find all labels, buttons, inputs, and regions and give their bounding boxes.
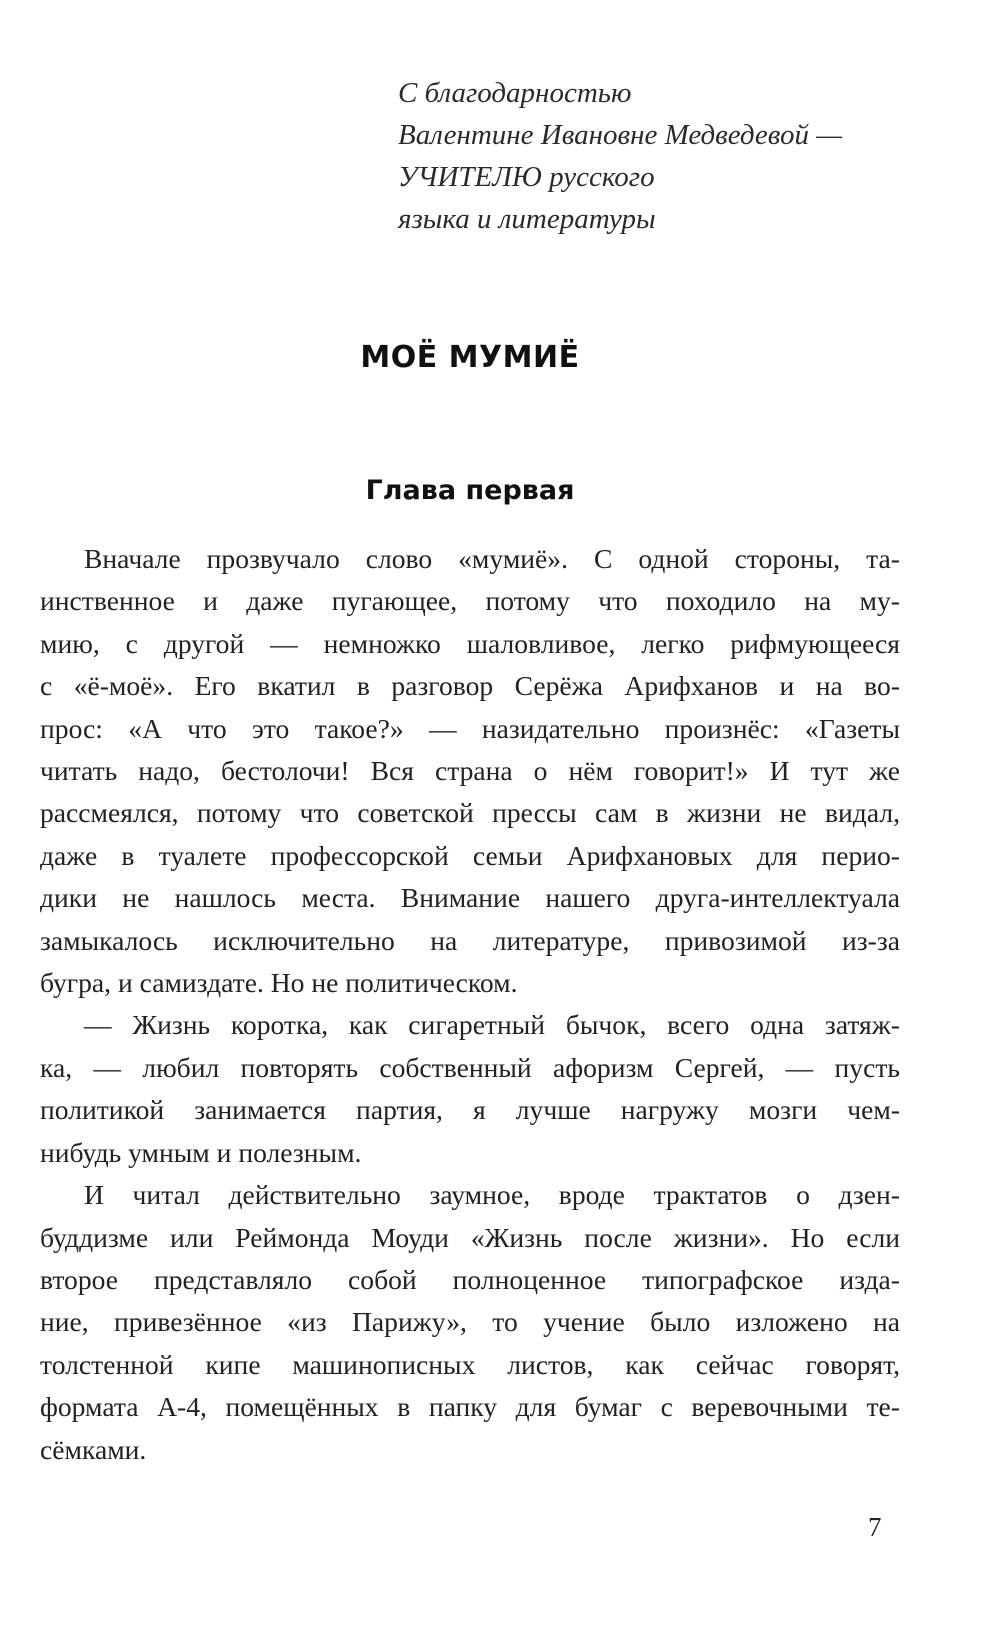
text-line: нибудь умным и полезным. [40,1136,362,1168]
page-number: 7 [868,1512,882,1542]
text-line: дики не нашлось места. Внимание нашего друга-интеллектуала [40,882,900,914]
text-line: второе представляло собой полноценное типографское изда- [40,1263,900,1295]
dedication-line: УЧИТЕЛЮ русского [398,161,655,193]
text-line: замыкалось исключительно на литературе, привозимой из-за [40,924,900,956]
dedication-line: языка и литературы [398,203,656,235]
text-line: инственное и даже пугающее, потому что походило на му- [40,585,900,617]
body-text [40,538,900,1471]
text-line: прос: «А что это такое?» — назидательно произнёс: «Газеты [40,712,900,744]
text-line: политикой занимается партия, я лучше нагружу мозги чем- [40,1094,900,1126]
text-line: даже в туалете профессорской семьи Арифхановых для перио- [40,839,900,871]
text-line: рассмеялся, потому что советской прессы сам в жизни не видал, [40,797,900,829]
text-line: ка, — любил повторять собственный афоризм Сергей, — пусть [40,1051,900,1083]
dedication-line: Валентине Ивановне Медведевой — [398,119,843,151]
book-title: МОЁ МУМИЁ [360,340,580,375]
text-line: буддизме или Реймонда Моуди «Жизнь после жизни». Но если [40,1221,900,1253]
text-line: ние, привезённое «из Парижу», то учение было изложено на [40,1306,900,1338]
text-line: бугра, и самиздате. Но не политическом. [40,967,518,999]
text-line: толстенной кипе машинописных листов, как сейчас говорят, [40,1348,900,1380]
text-line: сёмками. [40,1433,147,1465]
text-line: формата А-4, помещённых в папку для бумаг с веревочными те- [40,1391,900,1423]
text-line: с «ё-моё». Его вкатил в разговор Серёжа Арифханов и на во- [40,670,900,702]
dedication-line: С благодарностью [398,77,632,109]
dedication [398,72,958,240]
text-line: — Жизнь коротка, как сигаретный бычок, всего одна затяж- [84,1009,900,1041]
chapter-title: Глава первая [365,475,575,506]
text-line: И читал действительно заумное, вроде трактатов о дзен- [84,1179,900,1211]
text-line: мию, с другой — немножко шаловливое, легко рифмующееся [40,627,900,659]
text-line: Вначале прозвучало слово «мумиё». С одной стороны, та- [84,543,900,574]
text-line: читать надо, бестолочи! Вся страна о нём говорит!» И тут же [40,755,900,787]
